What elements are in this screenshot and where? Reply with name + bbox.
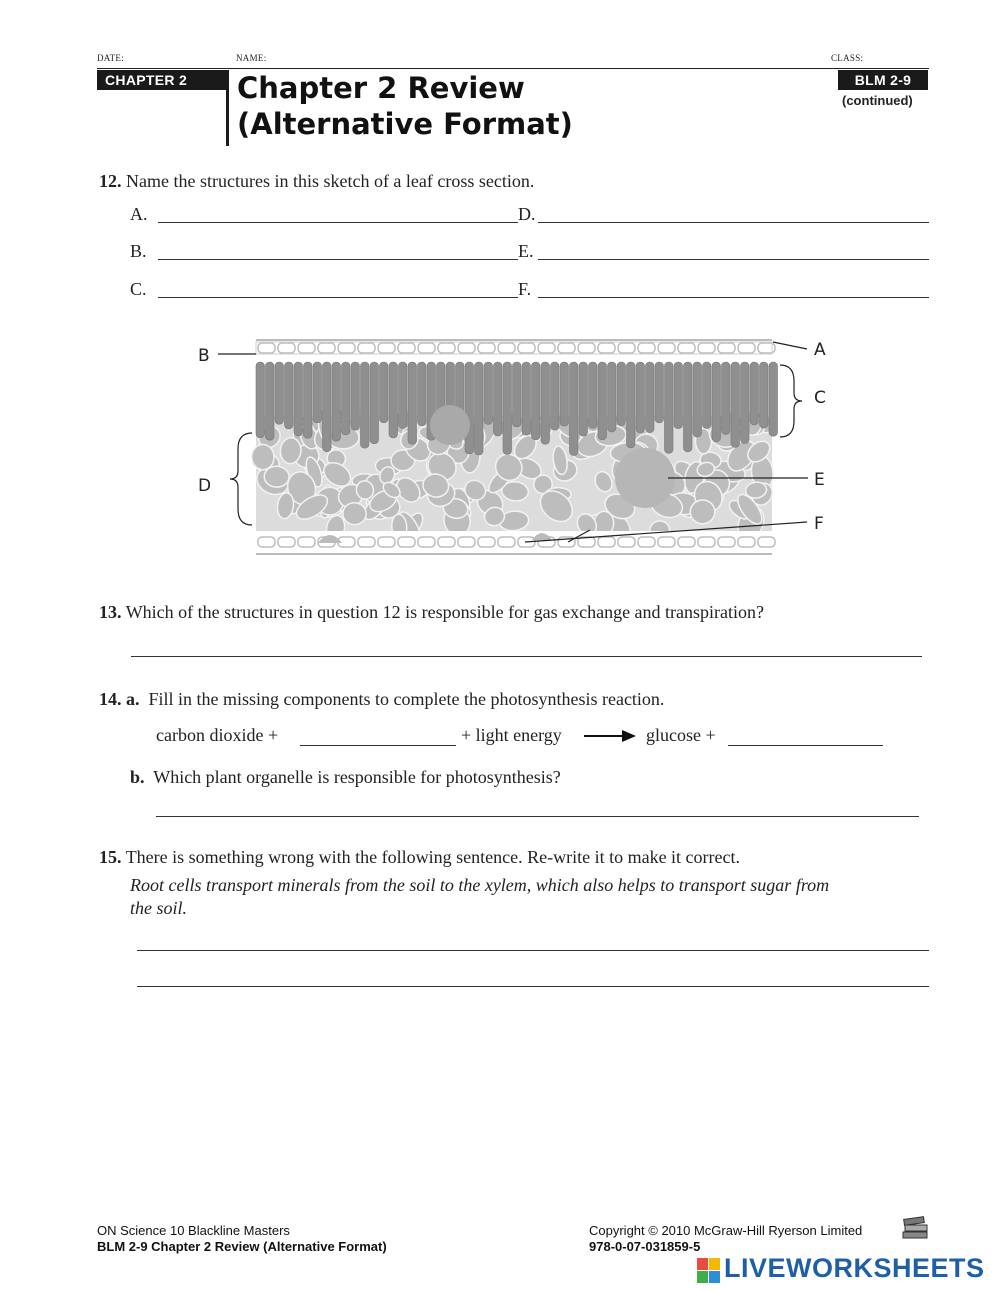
upper-epidermis-cell (598, 343, 615, 353)
q13-text: Which of the structures in question 12 is responsible for gas exchange and transpiration? (125, 602, 765, 622)
lower-epidermis-cell (438, 537, 455, 547)
upper-epidermis-cell (498, 343, 515, 353)
q15-text: There is something wrong with the following sentence. Re-write it to make it correct. (125, 847, 741, 867)
palisade-cell (617, 362, 626, 426)
palisade-cell (494, 362, 503, 436)
palisade-cell (475, 362, 484, 455)
palisade-cell (389, 362, 398, 438)
palisade-cell (769, 362, 778, 436)
palisade-cell (608, 362, 617, 432)
footer-series: ON Science 10 Blackline Masters (97, 1223, 290, 1238)
upper-epidermis-cell (458, 343, 475, 353)
palisade-cell (655, 362, 664, 423)
q14b-prompt (130, 766, 561, 788)
palisade-cell (646, 362, 655, 433)
palisade-cell (275, 362, 284, 424)
q13-number: 13. (99, 602, 122, 622)
diagram-label-f: F (814, 514, 824, 534)
q13-answer-line[interactable] (131, 656, 922, 657)
lower-epidermis-cell (478, 537, 495, 547)
lower-epidermis-cell (278, 537, 295, 547)
upper-epidermis-cell (738, 343, 755, 353)
lower-epidermis-cell (458, 537, 475, 547)
vein-cell (615, 448, 675, 508)
lower-epidermis-cell (738, 537, 755, 547)
palisade-cell (684, 362, 693, 452)
palisade-cell (541, 362, 550, 444)
q15-answer-line-1[interactable] (137, 950, 929, 951)
palisade-cell (560, 362, 569, 426)
continued-note: (continued) (842, 93, 913, 108)
q14-number: 14. (99, 689, 122, 709)
palisade-cell (579, 362, 588, 436)
palisade-cell (418, 362, 427, 426)
upper-epidermis-cell (538, 343, 555, 353)
upper-epidermis-cell (638, 343, 655, 353)
palisade-cell (703, 362, 712, 428)
upper-epidermis-cell (518, 343, 535, 353)
palisade-cell (760, 362, 769, 428)
date-label: DATE: (97, 53, 124, 63)
answer-label-c: C. (130, 279, 147, 299)
palisade-cell (351, 362, 360, 430)
lower-epidermis-cell (498, 537, 515, 547)
diagram-label-b: B (198, 346, 210, 366)
lower-epidermis-cell (598, 537, 615, 547)
q12-text: Name the structures in this sketch of a leaf cross section. (126, 171, 535, 191)
palisade-cell (332, 362, 341, 441)
q15-answer-line-2[interactable] (137, 986, 929, 987)
palisade-cell (304, 362, 313, 438)
answer-blank-b[interactable] (158, 259, 518, 260)
palisade-cell (589, 362, 598, 428)
answer-label-d: D. (518, 204, 536, 224)
upper-epidermis-cell (318, 343, 335, 353)
diagram-label-a: A (814, 340, 826, 360)
liveworksheets-logo-icon (697, 1258, 721, 1284)
brace-d (230, 433, 252, 525)
palisade-cell (484, 362, 493, 424)
palisade-cell (598, 362, 607, 440)
answer-blank-d[interactable] (538, 222, 929, 223)
blm-badge: BLM 2-9 (838, 70, 928, 90)
name-label: NAME: (236, 53, 267, 63)
q14a-text: Fill in the missing components to complete the photosynthesis reaction. (148, 689, 665, 709)
palisade-cell (636, 362, 645, 433)
lower-epidermis-cell (398, 537, 415, 547)
palisade-cell (285, 362, 294, 429)
answer-label-e: E. (518, 241, 534, 261)
page-title-line2: (Alternative Format) (237, 107, 573, 141)
leaf-cross-section-diagram (180, 325, 860, 575)
q15-number: 15. (99, 847, 122, 867)
lower-epidermis-cell (258, 537, 275, 547)
diagram-label-c: C (814, 388, 826, 408)
stacked-books-icon (900, 1212, 930, 1242)
lower-epidermis-cell (638, 537, 655, 547)
eq-glucose: glucose + (646, 725, 716, 745)
upper-epidermis-cell (658, 343, 675, 353)
eq-carbon-dioxide: carbon dioxide + (156, 725, 279, 745)
upper-epidermis-cell (718, 343, 735, 353)
answer-blank-c[interactable] (158, 297, 518, 298)
upper-epidermis-cell (558, 343, 575, 353)
lower-epidermis-cell (378, 537, 395, 547)
upper-epidermis-cell (418, 343, 435, 353)
upper-epidermis-cell (618, 343, 635, 353)
palisade-cell (294, 362, 303, 436)
answer-label-b: B. (130, 241, 147, 261)
q14a-prompt (99, 688, 664, 710)
palisade-cell (722, 362, 731, 434)
q14-part-a: a. (126, 689, 140, 709)
palisade-cell (693, 362, 702, 437)
footer-isbn: 978-0-07-031859-5 (589, 1239, 701, 1254)
q15-prompt (99, 846, 740, 868)
upper-epidermis-cell (258, 343, 275, 353)
header-rule (97, 68, 929, 69)
pointer-a (773, 342, 807, 349)
class-label: CLASS: (831, 53, 864, 63)
answer-blank-e[interactable] (538, 259, 929, 260)
palisade-cell (408, 362, 417, 444)
lower-epidermis-cell (658, 537, 675, 547)
eq-blank-1[interactable] (300, 745, 456, 746)
palisade-cell (741, 362, 750, 444)
footer-blm-title: BLM 2-9 Chapter 2 Review (Alternative Format) (97, 1239, 387, 1254)
palisade-cell (266, 362, 275, 440)
spongy-cell (251, 444, 275, 470)
q15-sentence-line2: the soil. (130, 898, 187, 918)
upper-epidermis-cell (378, 343, 395, 353)
answer-label-f: F. (518, 279, 532, 299)
brace-c (780, 365, 802, 437)
answer-blank-f[interactable] (538, 297, 929, 298)
palisade-cell (513, 362, 522, 427)
palisade-cell (399, 362, 408, 428)
palisade-cell (313, 362, 322, 423)
footer-copyright: Copyright © 2010 McGraw-Hill Ryerson Limited (589, 1223, 863, 1238)
palisade-cell (256, 362, 265, 438)
lower-epidermis-cell (418, 537, 435, 547)
palisade-cell (380, 362, 389, 423)
upper-epidermis-cell (398, 343, 415, 353)
q12-prompt (99, 170, 534, 192)
q15-sentence-line1: Root cells transport minerals from the soil to the xylem, which also helps to transport sugar from (130, 875, 830, 895)
upper-epidermis-cell (698, 343, 715, 353)
palisade-cell (712, 362, 721, 442)
lower-epidermis-cell (298, 537, 315, 547)
diagram-label-d: D (198, 476, 212, 496)
q14b-text: Which plant organelle is responsible for photosynthesis? (153, 767, 561, 787)
q14b-answer-line[interactable] (156, 816, 919, 817)
palisade-cell (551, 362, 560, 430)
palisade-cell (674, 362, 683, 429)
eq-light-energy: + light energy (461, 725, 562, 745)
upper-epidermis-cell (678, 343, 695, 353)
upper-epidermis-cell (278, 343, 295, 353)
palisade-cell (370, 362, 379, 444)
lower-epidermis-cell (698, 537, 715, 547)
palisade-cell (503, 362, 512, 454)
lower-epidermis-cell (678, 537, 695, 547)
chapter-badge: CHAPTER 2 (97, 70, 227, 90)
diagram-label-e: E (814, 470, 825, 490)
palisade-cell (323, 362, 332, 452)
upper-epidermis-cell (578, 343, 595, 353)
liveworksheets-brand: LIVEWORKSHEETS (724, 1253, 985, 1283)
q12-number: 12. (99, 171, 122, 191)
palisade-cell (750, 362, 759, 425)
reaction-arrow-icon (584, 728, 636, 744)
palisade-cell (342, 362, 351, 435)
answer-blank-a[interactable] (158, 222, 518, 223)
upper-epidermis-cell (478, 343, 495, 353)
q13-prompt (99, 601, 764, 623)
title-divider (226, 70, 229, 146)
lower-epidermis-cell (618, 537, 635, 547)
page-title-line1: Chapter 2 Review (237, 71, 525, 105)
palisade-cell (361, 362, 370, 448)
eq-blank-2[interactable] (728, 745, 883, 746)
palisade-cell (532, 362, 541, 440)
palisade-cell (731, 362, 740, 447)
upper-epidermis-cell (298, 343, 315, 353)
q14-part-b: b. (130, 767, 145, 787)
upper-epidermis-cell (338, 343, 355, 353)
upper-epidermis-cell (438, 343, 455, 353)
palisade-cell (627, 362, 636, 448)
lower-epidermis-cell (358, 537, 375, 547)
upper-epidermis (256, 342, 775, 354)
upper-epidermis-cell (358, 343, 375, 353)
answer-label-a: A. (130, 204, 148, 224)
large-spongy-cell (430, 405, 470, 445)
lower-epidermis-cell (758, 537, 775, 547)
palisade-cell (465, 362, 474, 454)
palisade-cell (570, 362, 579, 455)
palisade-cell (522, 362, 531, 435)
palisade-cell (665, 362, 674, 453)
lower-epidermis-cell (718, 537, 735, 547)
